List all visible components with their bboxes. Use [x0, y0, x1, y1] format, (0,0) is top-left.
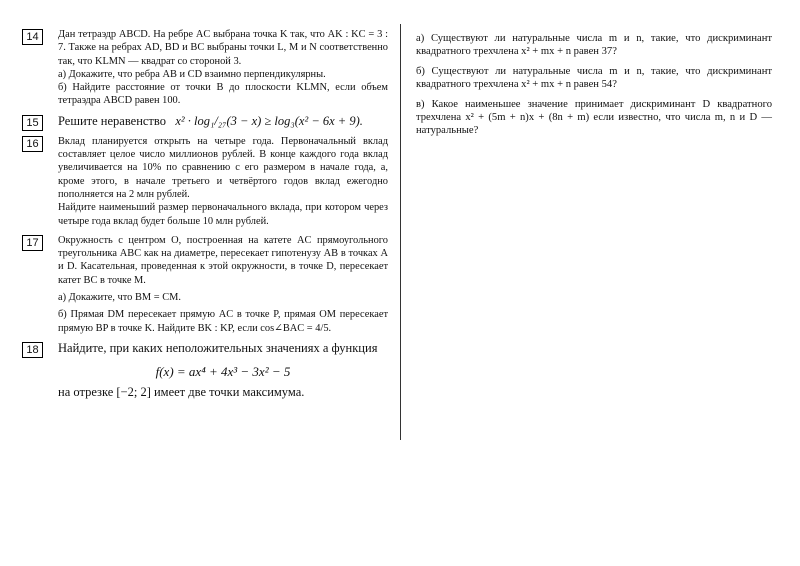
right-column: [416, 32, 772, 144]
problem-number: 15: [22, 115, 43, 131]
left-column: [22, 28, 388, 400]
problem-number: 16: [22, 136, 43, 152]
part-b: б) Прямая DM пересекает прямую AC в точке P, прямая OM пересекает прямую BP в точке K. Найдите BK : KP, если cos∠BAC = 4/5.: [58, 309, 388, 334]
column-divider: [400, 24, 401, 440]
inequality-formula: x² · log₁/₂₇(3 − x) ≥ log₃(x² − 6x + 9).: [175, 113, 363, 128]
function-formula: f(x) = ax⁴ + 4x³ − 3x² − 5: [155, 363, 291, 379]
problem-number: 17: [22, 235, 43, 251]
problem-16: [22, 135, 388, 228]
right-part-b: б) Существуют ли натуральные числа m и n, такие, что дискриминант квадратного трехчлена x² + mx + n равен 54?: [416, 65, 772, 91]
problem-text: Дан тетраэдр ABCD. На ребре AC выбрана точка K так, что AK : KC = 3 : 7. Также на ребрах AD, BD и BC выбраны точки L, M и N соответственно так, что KLMN — квадрат со стороной 3.: [58, 29, 388, 67]
problem-15: [22, 114, 388, 129]
problem-18: [22, 341, 388, 400]
problem-outro: на отрезке [−2; 2] имеет две точки максимума.: [58, 384, 305, 399]
problem-question: Найдите наименьший размер первоначального вклада, при котором через четыре года вклад будет больше 10 млн рублей.: [58, 202, 388, 227]
problem-intro: Найдите, при каких неположительных значениях a функция: [58, 340, 378, 355]
problem-number: 14: [22, 29, 43, 45]
right-part-c: в) Какое наименьшее значение принимает дискриминант D квадратного трехчлена x² + (5m + n)x + (8n + m) если известно, что числа m, n и D — натуральные?: [416, 98, 772, 137]
right-part-a: а) Существуют ли натуральные числа m и n, такие, что дискриминант квадратного трехчлена x² + mx + n равен 37?: [416, 33, 772, 58]
problem-text: Вклад планируется открыть на четыре года. Первоначальный вклад составляет целое число миллионов рублей. В конце каждого года вклад увеличивается на 10% по сравнению с его размером в начале года, а, кроме этого, в начале третьего и четвёртого годов вклад ежегодно пополняется на 2 млн рублей.: [58, 135, 388, 200]
part-a: а) Докажите, что ребра AB и CD взаимно перпендикулярны.: [58, 68, 326, 80]
problem-intro: Решите неравенство: [58, 113, 166, 128]
problem-14: [22, 28, 388, 108]
problem-text: Окружность с центром O, построенная на катете AC прямоугольного треугольника ABC как на диаметре, пересекает гипотенузу AB в точках A и D. Касательная, проведенная к этой окружности, в точке D, пересекает катет BC в точке M.: [58, 234, 388, 286]
part-b: б) Найдите расстояние от точки B до плоскости KLMN, если объем тетраэдра ABCD равен 100.: [58, 82, 388, 107]
part-a: а) Докажите, что BM = CM.: [58, 292, 181, 304]
problem-17: [22, 234, 388, 335]
problem-number: 18: [22, 342, 43, 358]
